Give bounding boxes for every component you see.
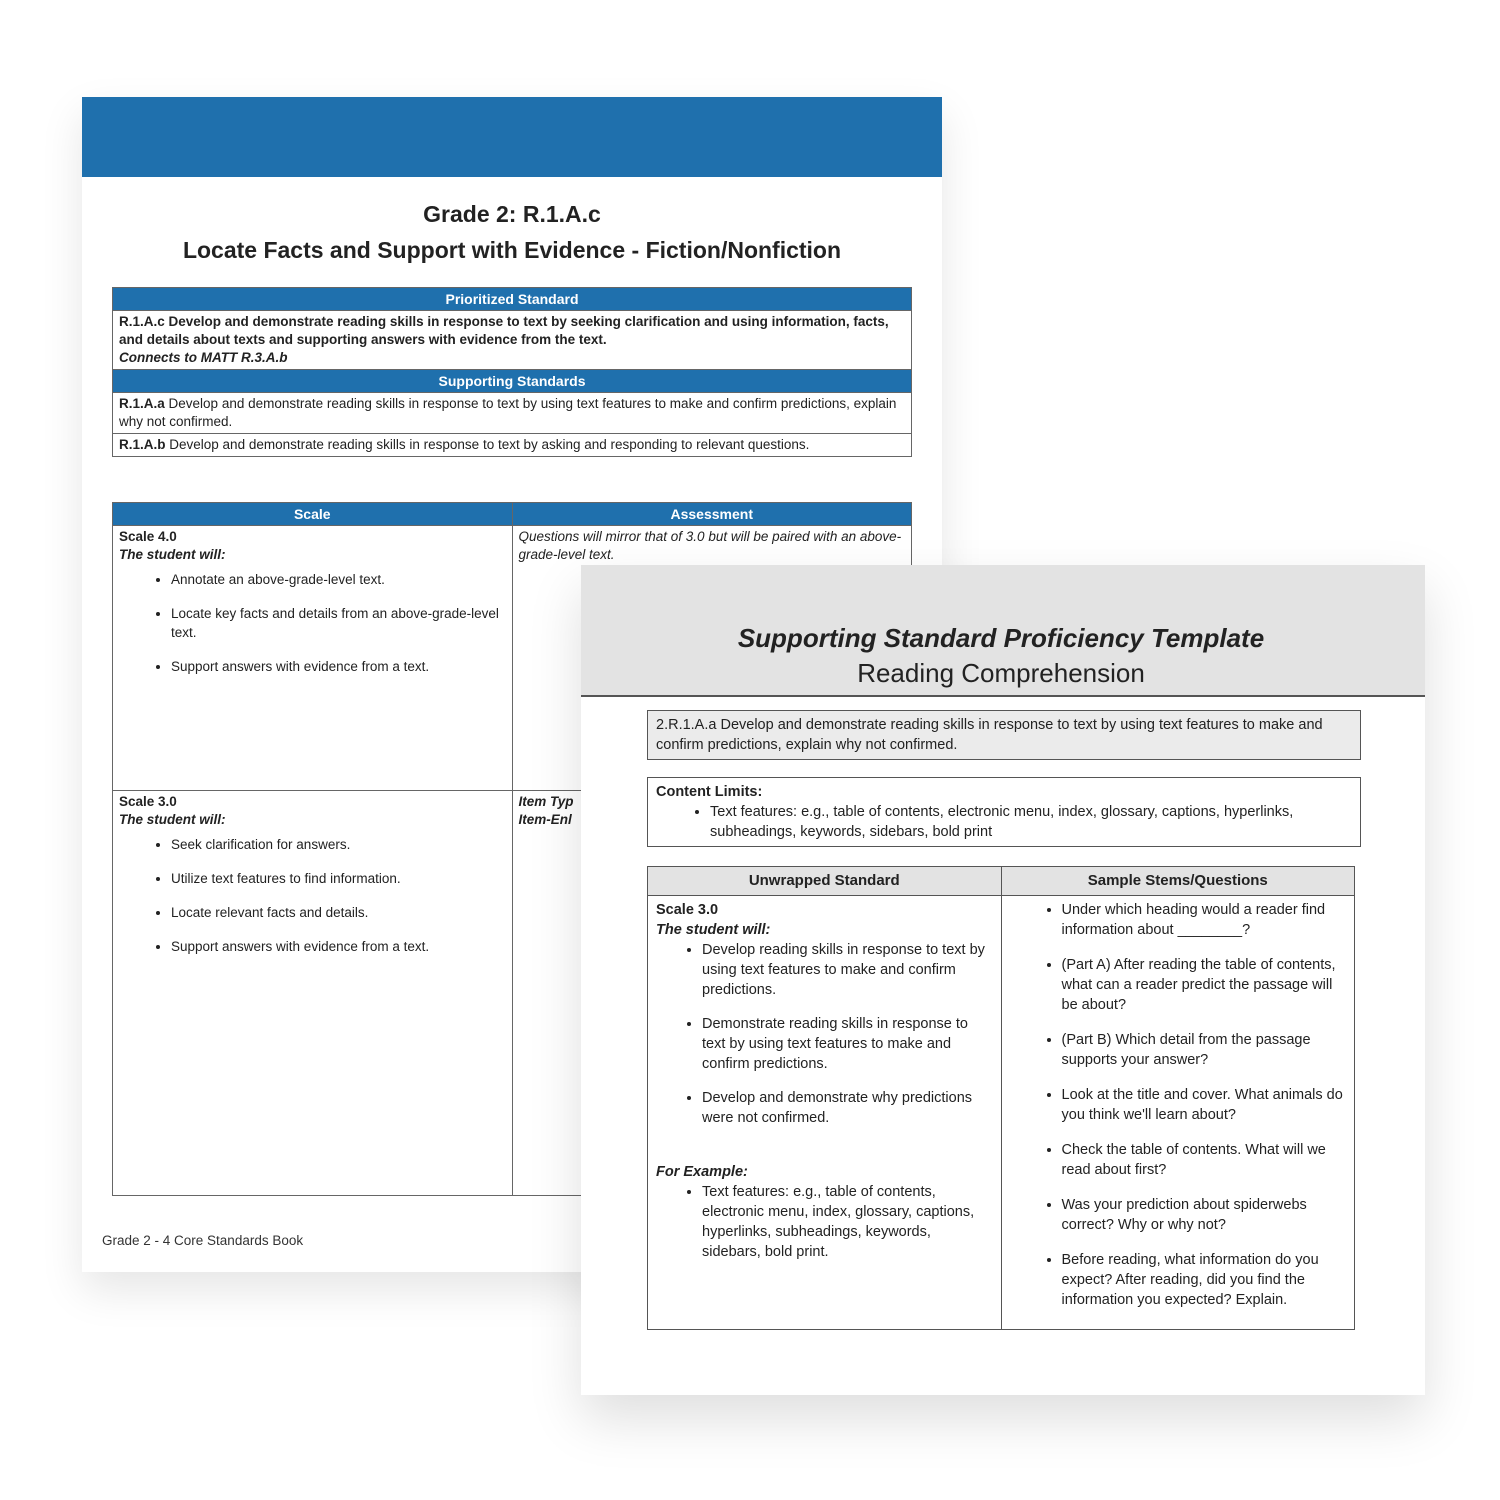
supporting-a-code: R.1.A.a [119,396,165,411]
scale3-will: The student will: [119,812,226,827]
will-label: The student will: [656,922,771,938]
assessment4-text: Questions will mirror that of 3.0 but will be paired with an above-grade-level text. [518,529,902,562]
scale-header: Scale [113,503,513,526]
list-item: • Support answers with evidence from a text. [171,937,506,956]
supporting-b-cell [113,434,912,457]
stems-header: Sample Stems/Questions [1001,867,1355,896]
page-footer: Grade 2 - 4 Core Standards Book [102,1233,304,1248]
supporting-a-text: Develop and demonstrate reading skills in response to text by using text features to make and confirm predictions, explain why not confirmed. [119,396,897,429]
page-subtitle: Locate Facts and Support with Evidence - Fiction/Nonfiction [182,237,842,263]
list-item: • Before reading, what information do you expect? After reading, did you find the information you expected? Explain. [1062,1250,1347,1310]
stems-cell [1001,896,1355,1330]
front-document-page [581,565,1425,1395]
scale4-cell [113,526,513,791]
scale3-cell [113,791,513,1196]
list-item: • Check the table of contents. What will we read about first? [1062,1140,1347,1180]
assessment3-line2: Item-Enl [518,812,572,827]
list-item: • (Part A) After reading the table of contents, what can a reader predict the passage will be about? [1062,955,1347,1015]
content-limits-box [647,777,1361,847]
prioritized-text: R.1.A.c Develop and demonstrate reading skills in response to text by seeking clarification and using information, facts, and details about texts and supporting answers with evidence from the text. [119,314,889,347]
header-bar [82,97,942,177]
example-label: For Example: [656,1164,748,1180]
list-item: • Look at the title and cover. What animals do you think we'll learn about? [1062,1085,1347,1125]
unwrapped-header: Unwrapped Standard [648,867,1002,896]
list-item: • Text features: e.g., table of contents, electronic menu, index, glossary, captions, hyperlinks, subheadings, keywords, sidebars, bold print. [702,1182,993,1262]
standards-table [112,287,912,457]
supporting-header: Supporting Standards [113,370,912,393]
list-item: • Locate relevant facts and details. [171,903,506,922]
supporting-b-code: R.1.A.b [119,437,166,452]
list-item: • Support answers with evidence from a text. [171,657,506,676]
unwrapped-table [647,866,1355,1330]
list-item: • Text features: e.g., table of contents, electronic menu, index, glossary, captions, hyperlinks, subheadings, keywords, sidebars, bold print [710,802,1352,842]
page-title: Grade 2: R.1.A.c [423,201,601,227]
template-subtitle: Reading Comprehension [857,658,1145,688]
scale-label: Scale 3.0 [656,902,719,918]
supporting-a-cell [113,393,912,434]
unwrapped-cell [648,896,1002,1330]
content-limits-label: Content Limits: [656,784,763,800]
scale3-label: Scale 3.0 [119,794,177,809]
list-item: • Develop and demonstrate why predictions were not confirmed. [702,1088,993,1128]
scale4-will: The student will: [119,547,226,562]
prioritized-cell [113,311,912,370]
list-item: • Under which heading would a reader find information about ________? [1062,900,1347,940]
standard-box: 2.R.1.A.a Develop and demonstrate reading skills in response to text by using text features to make and confirm predictions, explain why not confirmed. [647,710,1361,760]
list-item: • Develop reading skills in response to text by using text features to make and confirm predictions. [702,940,993,1000]
prioritized-header: Prioritized Standard [113,288,912,311]
list-item: • Seek clarification for answers. [171,835,506,854]
template-title: Supporting Standard Proficiency Template [737,623,1265,653]
list-item: • Locate key facts and details from an above-grade-level text. [171,604,506,642]
supporting-b-text: Develop and demonstrate reading skills in response to text by asking and responding to relevant questions. [165,437,810,452]
list-item: • Demonstrate reading skills in response to text by using text features to make and confirm predictions. [702,1014,993,1074]
list-item: • Utilize text features to find information. [171,869,506,888]
assessment3-line1: Item Typ [518,794,574,809]
list-item: • Was your prediction about spiderwebs correct? Why or why not? [1062,1195,1347,1235]
list-item: • (Part B) Which detail from the passage supports your answer? [1062,1030,1347,1070]
list-item: • Annotate an above-grade-level text. [171,570,506,589]
prioritized-connects: Connects to MATT R.3.A.b [119,350,288,365]
scale4-label: Scale 4.0 [119,529,177,544]
assessment-header: Assessment [512,503,912,526]
